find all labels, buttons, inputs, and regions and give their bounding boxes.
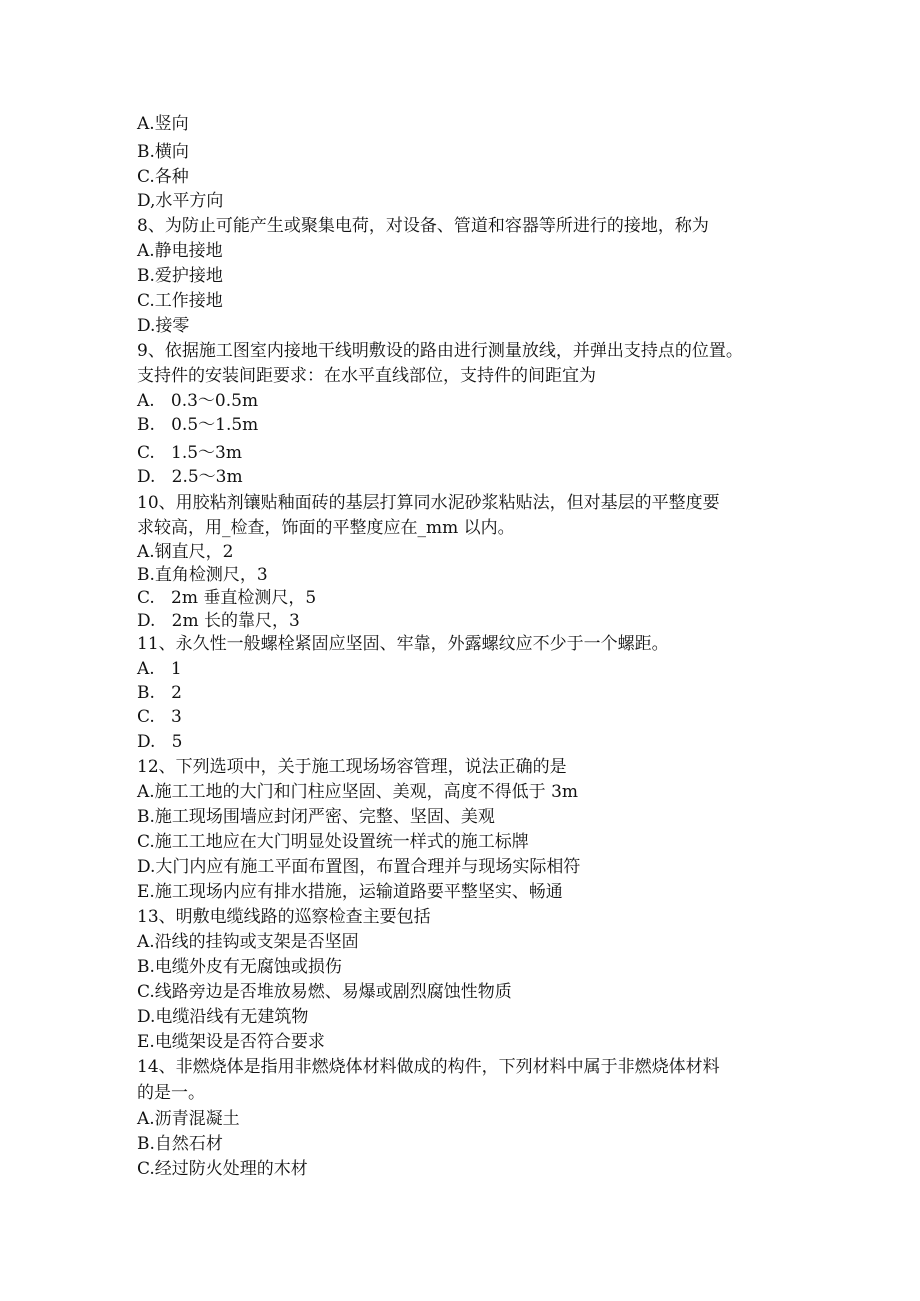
q7-option-d: D,水平方向 bbox=[137, 191, 224, 211]
q13-option-d: D.电缆沿线有无建筑物 bbox=[137, 1007, 309, 1027]
q14-stem-line2: 的是一。 bbox=[137, 1083, 205, 1103]
q13-option-b: B.电缆外皮有无腐蚀或损伤 bbox=[137, 957, 342, 977]
q13-option-a: A.沿线的挂钩或支架是否坚固 bbox=[137, 932, 359, 952]
q11-option-c: C. 3 bbox=[137, 707, 182, 727]
q11-option-d: D. 5 bbox=[137, 732, 183, 752]
q7-option-c: C.各种 bbox=[137, 167, 189, 187]
q12-option-a: A.施工工地的大门和门柱应坚固、美观，高度不得低于 3m bbox=[137, 782, 579, 802]
q14-option-c: C.经过防火处理的木材 bbox=[137, 1159, 308, 1179]
q12-option-c: C.施工工地应在大门明显处设置统一样式的施工标牌 bbox=[137, 832, 529, 852]
q10-option-d: D. 2m 长的靠尺，3 bbox=[137, 611, 300, 631]
q10-option-c: C. 2m 垂直检测尺，5 bbox=[137, 588, 317, 608]
q8-option-a: A.静电接地 bbox=[137, 241, 223, 261]
q12-option-b: B.施工现场围墙应封闭严密、完整、坚固、美观 bbox=[137, 807, 495, 827]
q9-option-b: B. 0.5～1.5m bbox=[137, 415, 259, 435]
q9-option-a: A. 0.3～0.5m bbox=[137, 391, 259, 411]
q14-option-a: A.沥青混凝土 bbox=[137, 1109, 240, 1129]
q9-stem-line2: 支持件的安装间距要求：在水平直线部位，支持件的间距宜为 bbox=[137, 366, 596, 386]
q7-option-a: A.竖向 bbox=[137, 114, 189, 134]
q13-stem: 13、明敷电缆线路的巡察检查主要包括 bbox=[137, 907, 431, 927]
q14-stem-line1: 14、非燃烧体是指用非燃烧体材料做成的构件，下列材料中属于非燃烧体材料 bbox=[137, 1057, 720, 1077]
q11-stem: 11、永久性一般螺栓紧固应坚固、牢靠，外露螺纹应不少于一个螺距。 bbox=[137, 634, 669, 654]
q8-option-d: D.接零 bbox=[137, 316, 190, 336]
q13-option-c: C.线路旁边是否堆放易燃、易爆或剧烈腐蚀性物质 bbox=[137, 982, 512, 1002]
q10-stem-line1: 10、用胶粘剂镶贴釉面砖的基层打算同水泥砂浆粘贴法，但对基层的平整度要 bbox=[137, 493, 720, 513]
q9-option-c: C. 1.5～3m bbox=[137, 443, 242, 463]
q7-option-b: B.横向 bbox=[137, 142, 189, 162]
q10-stem-line2: 求较高，用_检查，饰面的平整度应在_mm 以内。 bbox=[137, 518, 515, 538]
q9-stem-line1: 9、依据施工图室内接地干线明敷设的路由进行测量放线，并弹出支持点的位置。 bbox=[137, 341, 743, 361]
q8-option-c: C.工作接地 bbox=[137, 291, 223, 311]
q12-stem: 12、下列选项中，关于施工现场场容管理，说法正确的是 bbox=[137, 757, 567, 777]
q8-stem: 8、为防止可能产生或聚集电荷，对设备、管道和容器等所进行的接地，称为 bbox=[137, 216, 709, 236]
q11-option-a: A. 1 bbox=[137, 659, 182, 679]
q8-option-b: B.爱护接地 bbox=[137, 266, 223, 286]
q11-option-b: B. 2 bbox=[137, 683, 182, 703]
q12-option-e: E.施工现场内应有排水措施，运输道路要平整坚实、畅通 bbox=[137, 882, 563, 902]
q9-option-d: D. 2.5～3m bbox=[137, 467, 243, 487]
q10-option-b: B.直角检测尺，3 bbox=[137, 565, 268, 585]
q13-option-e: E.电缆架设是否符合要求 bbox=[137, 1032, 325, 1052]
q10-option-a: A.钢直尺，2 bbox=[137, 542, 234, 562]
q12-option-d: D.大门内应有施工平面布置图，布置合理并与现场实际相符 bbox=[137, 857, 581, 877]
q14-option-b: B.自然石材 bbox=[137, 1134, 223, 1154]
